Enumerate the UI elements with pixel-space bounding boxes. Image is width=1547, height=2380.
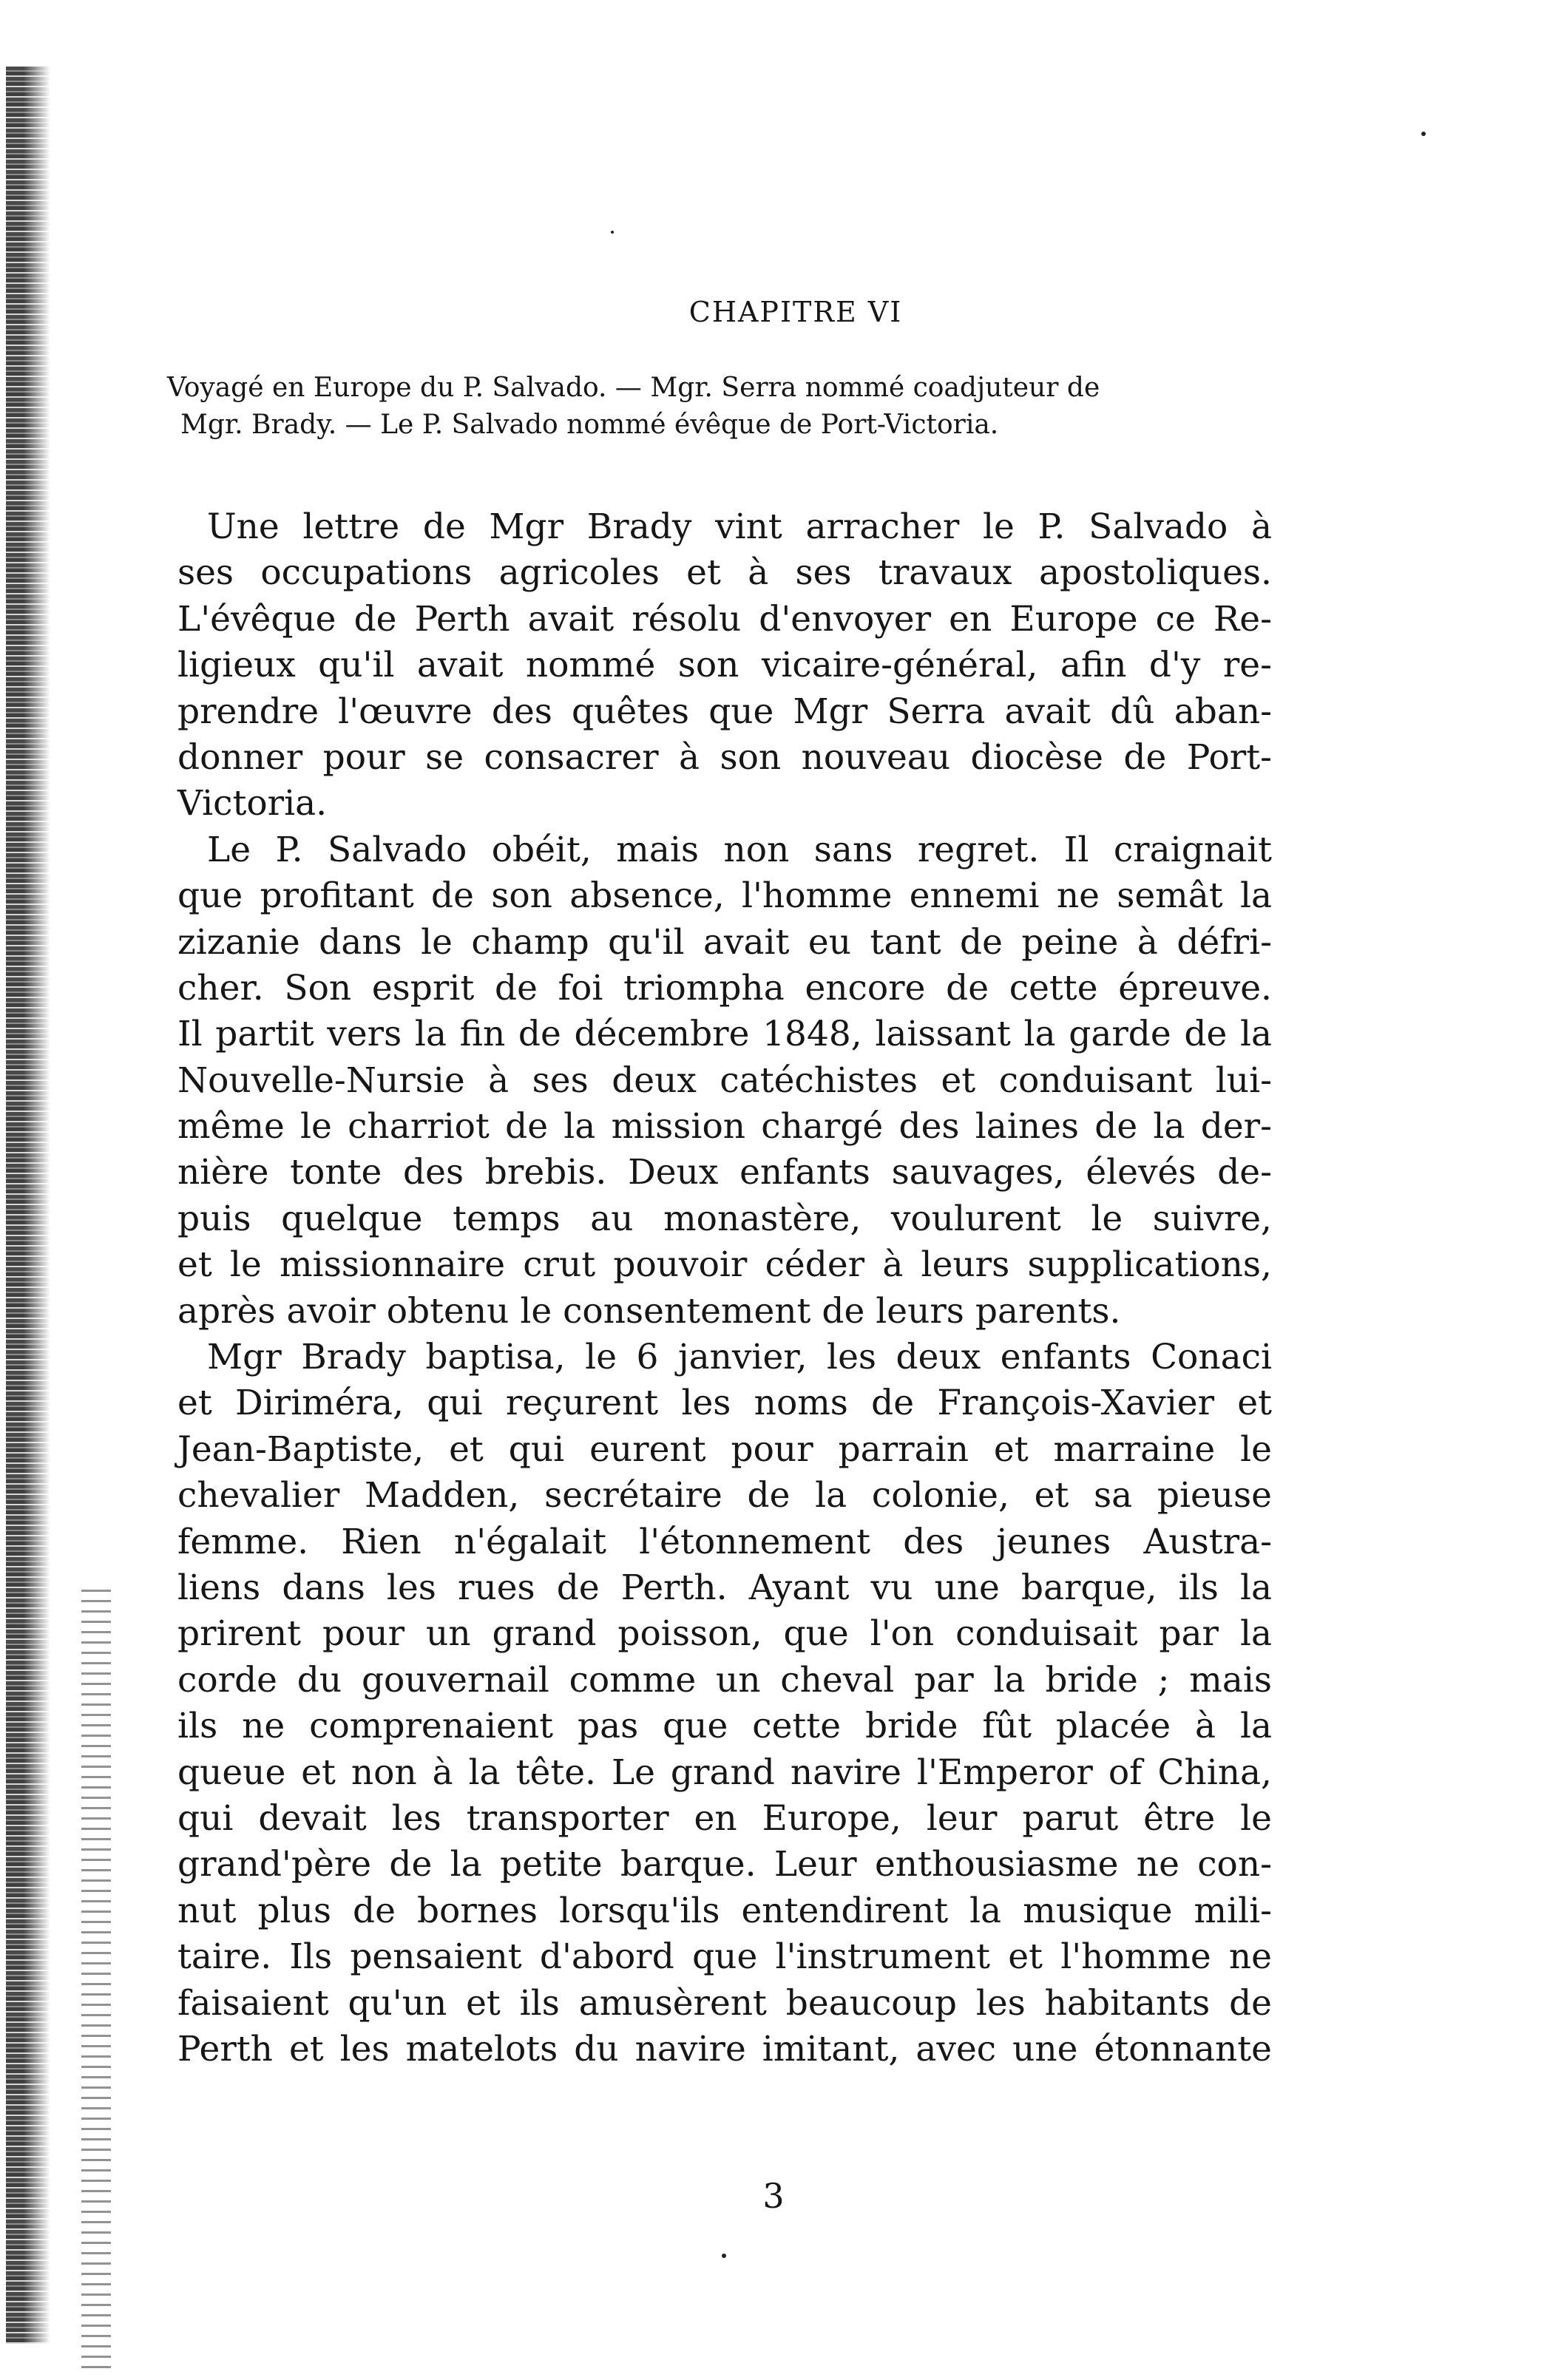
text-line: nière tonte des brebis. Deux enfants sauvages, élevés de- <box>177 1152 1272 1193</box>
text-line: et Diriméra, qui reçurent les noms de François-Xavier et <box>177 1383 1272 1424</box>
text-line: taire. Ils pensaient d'abord que l'instrument et l'homme ne <box>177 1936 1272 1978</box>
text-line: queue et non à la tête. Le grand navire l'Emperor of China, <box>177 1752 1272 1793</box>
chapter-summary <box>167 370 1269 444</box>
text-line: ligieux qu'il avait nommé son vicaire-général, afin d'y re- <box>177 645 1272 686</box>
text-line: Jean-Baptiste, et qui eurent pour parrain et marraine le <box>177 1428 1272 1470</box>
text-line: L'évêque de Perth avait résolu d'envoyer en Europe ce Re- <box>177 598 1272 640</box>
text-line: après avoir obtenu le consentement de leurs parents. <box>177 1290 1121 1332</box>
summary-line: Mgr. Brady. — Le P. Salvado nommé évêque de Port-Victoria. <box>180 410 999 440</box>
page-number-value: 3 <box>762 2176 785 2216</box>
text-line: Une lettre de Mgr Brady vint arracher le P. Salvado à <box>207 506 1272 547</box>
text-line: nut plus de bornes lorsqu'ils entendirent la musique mili- <box>177 1890 1272 1931</box>
body-text <box>177 504 1272 2072</box>
text-line: que profitant de son absence, l'homme ennemi ne semât la <box>177 875 1272 917</box>
text-line: chevalier Madden, secrétaire de la colonie, et sa pieuse <box>177 1475 1272 1516</box>
text-line: femme. Rien n'égalait l'étonnement des jeunes Austra- <box>177 1521 1272 1562</box>
text-line: Le P. Salvado obéit, mais non sans regret. Il craignait <box>207 829 1272 870</box>
text-line: Victoria. <box>177 783 328 824</box>
text-line: puis quelque temps au monastère, voulurent le suivre, <box>177 1198 1272 1239</box>
text-line: grand'père de la petite barque. Leur enthousiasme ne con- <box>177 1844 1272 1885</box>
text-line: qui devait les transporter en Europe, leur parut être le <box>177 1797 1272 1839</box>
text-line: Nouvelle-Nursie à ses deux catéchistes et conduisant lui- <box>177 1060 1272 1101</box>
scan-speck <box>722 2254 726 2258</box>
text-line: zizanie dans le champ qu'il avait eu tant de peine à défri- <box>177 921 1272 963</box>
binding-edge-shadow <box>6 67 50 2344</box>
text-line: liens dans les rues de Perth. Ayant vu une barque, ils la <box>177 1567 1272 1608</box>
text-line: prirent pour un grand poisson, que l'on conduisait par la <box>177 1613 1272 1655</box>
text-line: même le charriot de la mission chargé des laines de la der- <box>177 1106 1272 1147</box>
text-line: et le missionnaire crut pouvoir céder à leurs supplications, <box>177 1244 1272 1286</box>
text-line: prendre l'œuvre des quêtes que Mgr Serra avait dû aban- <box>177 691 1272 732</box>
text-line: Il partit vers la fin de décembre 1848, laissant la garde de la <box>177 1014 1272 1055</box>
text-line: ils ne comprenaient pas que cette bride fût placée à la <box>177 1706 1272 1747</box>
binding-edge-marks <box>81 1590 111 2373</box>
page-number <box>0 2176 1547 2216</box>
text-line: ses occupations agricoles et à ses travaux apostoliques. <box>177 552 1272 594</box>
text-line: faisaient qu'un et ils amusèrent beaucoup les habitants de <box>177 1982 1272 2024</box>
text-line: cher. Son esprit de foi triompha encore de cette épreuve. <box>177 967 1272 1008</box>
scan-speck <box>1421 132 1426 136</box>
text-line: corde du gouvernail comme un cheval par la bride ; mais <box>177 1659 1272 1701</box>
chapter-title: CHAPITRE VI <box>688 296 903 328</box>
text-line: donner pour se consacrer à son nouveau diocèse de Port- <box>177 736 1272 778</box>
scan-speck <box>611 231 614 234</box>
text-line: Perth et les matelots du navire imitant, avec une étonnante <box>177 2028 1272 2069</box>
text-line: Mgr Brady baptisa, le 6 janvier, les deux enfants Conaci <box>207 1337 1272 1378</box>
summary-line: Voyagé en Europe du P. Salvado. — Mgr. Serra nommé coadjuteur de <box>167 373 1100 403</box>
